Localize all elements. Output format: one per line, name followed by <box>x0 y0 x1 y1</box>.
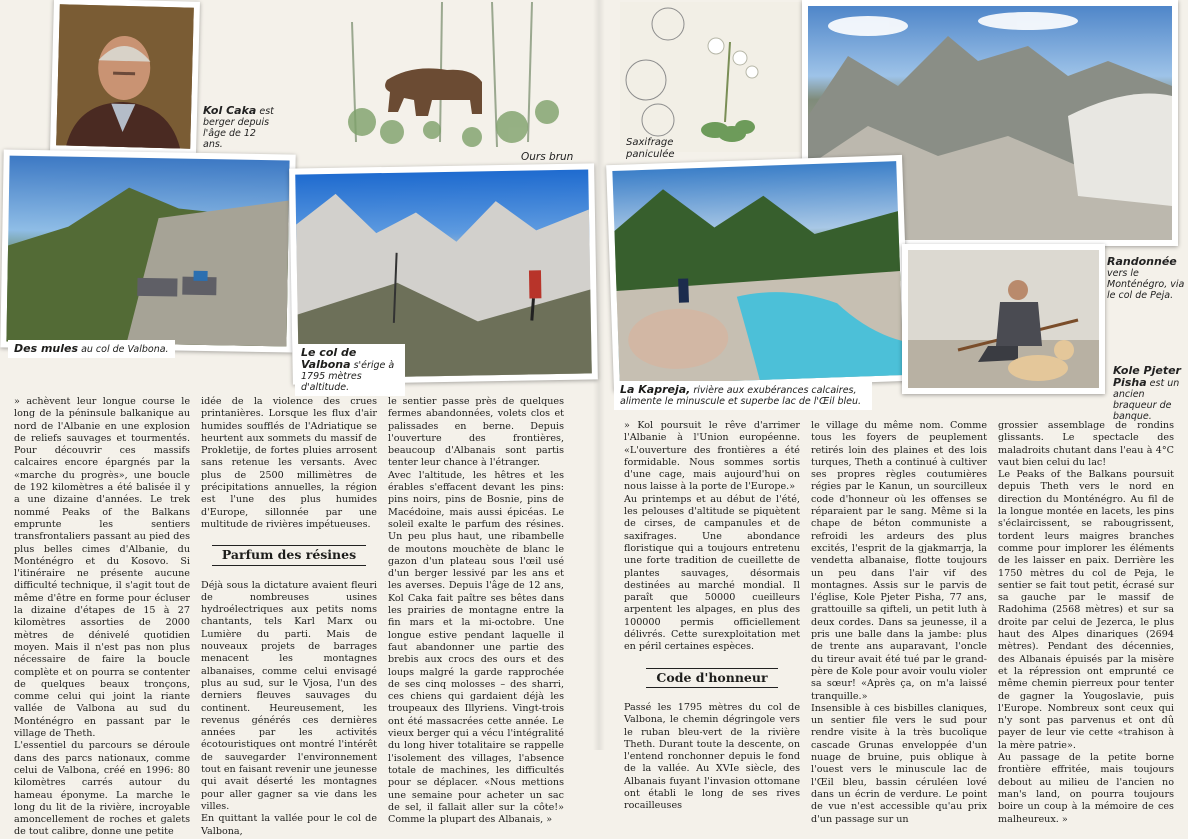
paragraph: Passé les 1795 mètres du col de Valbona, le chemin dégringole vers le ruban bleu-vert de la rivière Theth. Durant toute la descente, on l'entend ronchonner depuis le fond de la vallée. Au XVIe siècle, des Albanais fuyant l'invasion ottomane ont établi le long de ses rives rocailleuses <box>624 701 800 812</box>
caption-mules: Des mules au col de Valbona. <box>8 340 175 358</box>
illustration-bear <box>332 2 572 152</box>
paragraph: L'essentiel du parcours se déroule dans des parcs nationaux, comme celui de Valbona, créé en 1996: 80 kilomètres carrés autour du hameau éponyme. La marche le long du lit de la rivière, incroyable amoncellement de roches et galets de tout calibre, donne une petite <box>14 740 190 838</box>
paragraph: le village du même nom. Comme tous les foyers de peuplement retirés loin des plaines et des lois turques, Theth a continué à cultiver ses propres règles coutumières régies par le Kanun, un sourcilleux code d'honneur où les offenses se réparaient par le sang. Même si la chape de béton communiste a refroidi les ardeurs des plus excités, l'esprit de la gjakmarrja, la vendetta albanaise, flotte toujours un peu dans l'air vif des montagnes. Assis sur le parvis de l'église, Kole Pjeter Pisha, 77 ans, grattouille sa qifteli, un petit luth à deux cordes. Dans sa jeunesse, il a pris une balle dans la jambe: plus de trente ans auparavant, l'oncle du tireur avait été tué par le grand-père de Kole pour avoir voulu violer sa sœur! «Après ça, on m'a laissé tranquille.» <box>811 420 987 702</box>
paragraph: Au passage de la petite borne frontière effritée, mais toujours debout au milieu de l'ancien no man's land, on pourra toujours boire un coup à la mémoire de ces malheureux. » <box>998 752 1174 825</box>
text-column-5 <box>811 420 987 825</box>
paragraph: idée de la violence des crues printanières. Lorsque les flux d'air humides soufflés de l'Adriatique se heurtent aux sommets du massif de Prokletije, de fortes pluies arrosent sans retenue les versants. Avec plus de 2500 millimètres de précipitations annuelles, la région est l'une des plus humides d'Europe, sillonnée par une multitude de rivières impétueuses. <box>201 396 377 530</box>
caption-col-valbona: Le col de Valbona s'érige à 1795 mètres d'altitude. <box>295 344 405 396</box>
caption-randonnee: Randonnée vers le Monténégro, via le col de Peja. <box>1107 255 1185 301</box>
caption-kol-caka: Kol Caka est berger depuis l'âge de 12 ans. <box>203 104 274 150</box>
text-column-6 <box>998 420 1174 825</box>
portrait-illustration <box>56 4 194 148</box>
paragraph: Au printemps et au début de l'été, les pelouses d'altitude se piquètent de cirses, de campanules et de saxifrages. Une abondance floristique qui a toujours entretenu une forte tradition de cueillette de plantes sauvages, désormais destinées au marché mondial. Il paraît que 50000 cueilleurs arpentent les alpages, en plus des 100000 permis officiellement délivrés. Cette surexploitation met en péril certaines espèces. <box>624 493 800 653</box>
photo-mules <box>0 149 295 352</box>
illustration-saxifrage <box>620 2 800 152</box>
photo-kole-pjeter <box>902 244 1105 394</box>
paragraph: Le Peaks of the Balkans poursuit depuis Theth vers le nord en direction du Monténégro. Au fil de la longue montée en lacets, les pins s'éclaircissent, se rabougrissent, tordent leurs maigres branches comme pour implorer les éléments de les laisser en paix. Derrière les 1750 mètres du col de Peja, le sentier se fait tout petit, écrasé sur sa gauche par le massif de Radohima (2568 mètres) et sur sa droite par celui de Jezerca, le plus haut des Alpes dinariques (2694 mètres). Pendant des décennies, des Albanais épuisés par la misère et la répression ont emprunté ce même chemin pierreux pour tenter de gagner la Yougoslavie, puis l'Europe. Nombreux sont ceux qui n'y sont pas parvenus et ont dû payer de leur vie cette «trahison à la mère patrie». <box>998 469 1174 751</box>
paragraph: » achèvent leur longue course le long de la péninsule balkanique au nord de l'Albanie en une explosion de reliefs sauvages et tourmentés. Pour découvrir ces massifs calcaires encore épargnés par la «marche du progrès», une boucle de 192 kilomètres a été balisée il y a une dizaine d'années. Le trek nommé Peaks of the Balkans emprunte les sentiers transfrontaliers passant au pied des plus belles cimes d'Albanie, du Monténégro et du Kosovo. Si l'itinéraire ne présente aucune difficulté technique, il s'agit tout de même d'être en forme pour écluser la dizaine d'étapes de 15 à 27 kilomètres assorties de 2000 mètres de dénivelé quotidien moyen. Mais il n'est pas non plus nécessaire de faire la boucle complète et on pourra se contenter de quelques beaux tronçons, comme celui qui joint la riante vallée de Valbona au sud du Monténégro en passant par le village de Theth. <box>14 396 190 740</box>
caption-kapreja: La Kapreja, rivière aux exubérances calcaires, alimente le minuscule et superbe lac de l'Œil bleu. <box>614 381 872 410</box>
photo-kol-caka <box>50 0 200 155</box>
text-column-2 <box>201 396 377 837</box>
text-column-1 <box>14 396 190 838</box>
paragraph: Avec l'altitude, les hêtres et les érables s'effacent devant les pins: pins noirs, pins de Bosnie, pins de Macédoine, mais aussi épicéas. Le soleil exalte le parfum des résines. Un peu plus haut, une ribambelle de moutons mouchète de blanc le gazon d'un plateau sous l'œil usé d'un berger lessivé par les ans et les averses. Depuis l'âge de 12 ans, Kol Caka fait paître ses bêtes dans les prairies de montagne entre la fin mars et la mi-octobre. Une longue estive pendant laquelle il faut abandonner une partie des brebis aux crocs des ours et des loups malgré la garde rapprochée de ses cinq molosses – des sharri, ces chiens qui gardaient déjà les troupeaux des Illyriens. Vingt-trois ont été massacrées cette année. Le vieux berger qui a vécu l'intégralité du long hiver totalitaire se rappelle l'isolement des villages, l'absence totale de machines, les difficultés pour se déplacer. «Nous mettions une semaine pour acheter un sac de sel, il fallait aller sur la côte!» Comme la plupart des Albanais, » <box>388 469 564 826</box>
paragraph: » Kol poursuit le rêve d'arrimer l'Albanie à l'Union européenne. «L'ouverture des frontières a été formidable. Nous sommes sortis d'une cage, mais aujourd'hui on nous laisse à la porte de l'Europe.» <box>624 420 800 493</box>
text-column-4 <box>624 420 800 812</box>
paragraph: Déjà sous la dictature avaient fleuri de nombreuses usines hydroélectriques aux petits noms chantants, tels Karl Marx ou Lumière du parti. Mais de nouveaux projets de barrages menacent les montagnes albanaises, comme celui envisagé plus au sud, sur le Vjosa, l'un des derniers fleuves sauvages du continent. Heureusement, les revenus générés ces dernières années par les activités écotouristiques ont montré l'intérêt de sauvegarder l'environnement tout en faisant revenir une jeunesse qui avait déserté les montagnes pour aller gagner sa vie dans les villes. <box>201 579 377 812</box>
paragraph: En quittant la vallée pour le col de Valbona, <box>201 813 377 837</box>
caption-ours-brun: Ours brun <box>521 151 574 163</box>
heading-parfum: Parfum des résines <box>201 545 377 565</box>
caption-saxifrage: Saxifrage paniculée <box>626 137 675 160</box>
paragraph: le sentier passe près de quelques fermes abandonnées, volets clos et palissades en berne. Depuis l'ouverture des frontières, beaucoup d'Albanais sont partis tenter leur chance à l'étranger. <box>388 396 564 469</box>
paragraph: grossier assemblage de rondins glissants. Le spectacle des maladroits chutant dans l'eau à 4°C vaut bien celui du lac! <box>998 420 1174 468</box>
paragraph: Insensible à ces bisbilles claniques, un sentier file vers le sud pour rendre visite à la très bucolique cascade Grunas enveloppée d'un nuage de bruine, puis oblique à l'ouest vers le minuscule lac de l'Œil bleu, bassin céruléen lové dans un écrin de verdure. Le point de vue n'est accessible qu'au prix d'un passage sur un <box>811 702 987 825</box>
caption-kole-pjeter: Kole Pjeter Pisha est un ancien braqueur de banque. <box>1113 364 1181 422</box>
photo-kapreja <box>606 155 910 391</box>
text-column-3 <box>388 396 564 826</box>
heading-code-honneur: Code d'honneur <box>624 668 800 688</box>
